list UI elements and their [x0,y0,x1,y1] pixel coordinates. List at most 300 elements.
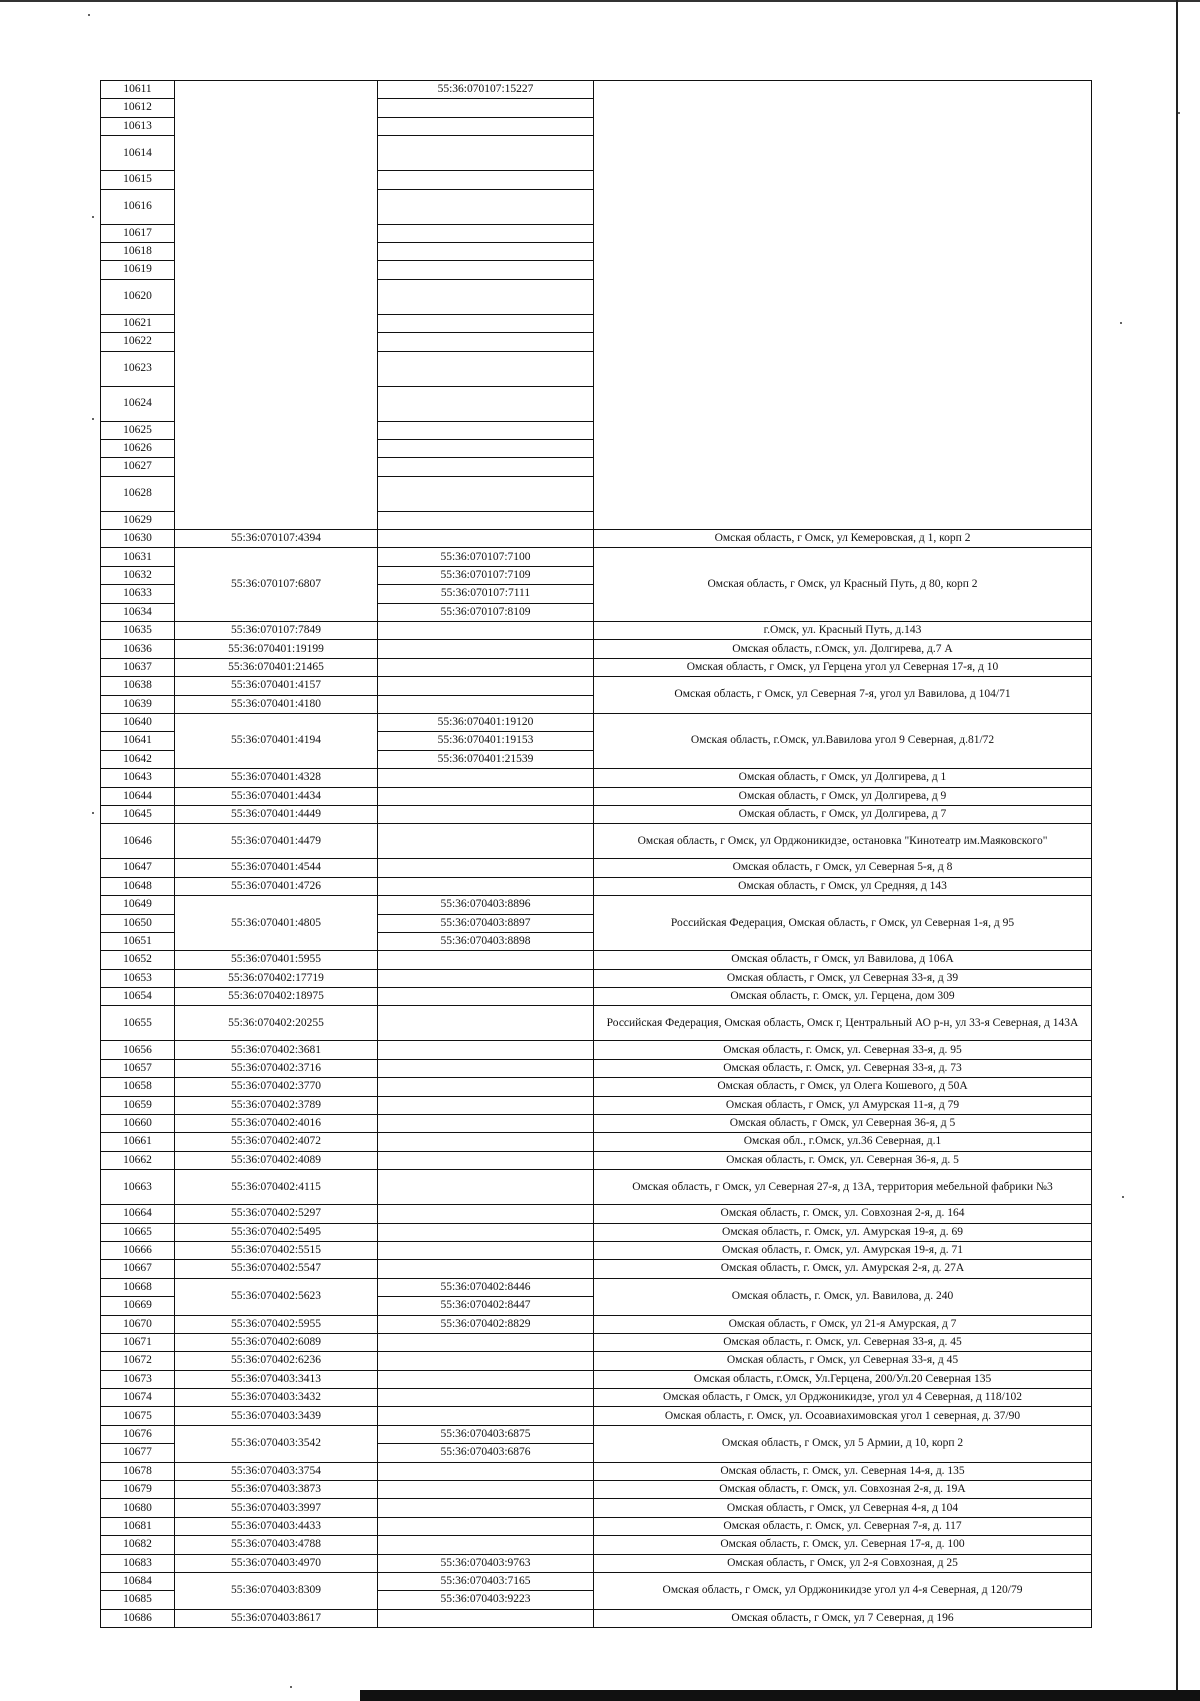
main-cadastral-cell: 55:36:070403:4788 [175,1536,378,1554]
row-number-cell: 10661 [101,1133,175,1151]
table-row [101,1006,1092,1041]
sub-cadastral-cell [378,1389,594,1407]
address-cell: Омская область, г. Омск, ул. Вавилова, д. 240 [594,1278,1092,1315]
address-cell: Омская область, г. Омск, ул. Северная 14-я, д. 135 [594,1462,1092,1480]
main-cadastral-cell: 55:36:070401:4328 [175,769,378,787]
address-cell: Омская область, г Омск, ул Герцена угол ул Северная 17-я, д 10 [594,658,1092,676]
row-number-cell: 10615 [101,171,175,189]
sub-cadastral-cell: 55:36:070401:21539 [378,750,594,768]
table-row [101,1115,1092,1133]
scan-speck [92,418,94,420]
address-cell: Омская область, г Омск, ул Орджоникидзе угол ул 4-я Северная, д 120/79 [594,1573,1092,1610]
main-cadastral-cell: 55:36:070402:18975 [175,988,378,1006]
main-cadastral-cell [378,386,594,421]
address-cell: Омская область, г Омск, ул Северная 5-я, д 8 [594,859,1092,877]
table-row [101,1517,1092,1535]
main-cadastral-cell: 55:36:070107:4394 [175,530,378,548]
sub-cadastral-cell [378,1352,594,1370]
address-cell: Омская область, г Омск, ул Северная 33-я, д 39 [594,969,1092,987]
row-number-cell: 10677 [101,1444,175,1462]
main-cadastral-cell: 55:36:070402:5955 [175,1315,378,1333]
sub-cadastral-cell [378,824,594,859]
sub-cadastral-cell: 55:36:070402:8447 [378,1297,594,1315]
row-number-cell: 10675 [101,1407,175,1425]
main-cadastral-cell: 55:36:070402:3681 [175,1041,378,1059]
row-number-cell: 10649 [101,896,175,914]
sub-cadastral-cell [378,1333,594,1351]
row-number-cell: 10636 [101,640,175,658]
row-number-cell: 10625 [101,421,175,439]
address-cell: Омская область, г Омск, ул Средняя, д 143 [594,877,1092,895]
sub-cadastral-cell [378,805,594,823]
table-row [101,1205,1092,1223]
address-cell: Омская область, г. Омск, ул. Амурская 2-я, д. 27А [594,1260,1092,1278]
row-number-cell: 10667 [101,1260,175,1278]
row-number-cell: 10654 [101,988,175,1006]
row-number-cell: 10680 [101,1499,175,1517]
row-number-cell: 10613 [101,117,175,135]
row-number-cell: 10665 [101,1223,175,1241]
row-number-cell: 10627 [101,458,175,476]
table-row [101,896,1092,914]
row-number-cell: 10681 [101,1517,175,1535]
sub-cadastral-cell: 55:36:070403:6875 [378,1425,594,1443]
main-cadastral-cell [378,421,594,439]
main-cadastral-cell [378,511,594,529]
address-cell: Омская область, г Омск, ул Долгирева, д 9 [594,787,1092,805]
sub-cadastral-cell: 55:36:070402:8829 [378,1315,594,1333]
row-number-cell: 10612 [101,99,175,117]
row-number-cell: 10619 [101,261,175,279]
table-row [101,877,1092,895]
address-cell: Омская область, г Омск, ул Олега Кошевого, д 50А [594,1078,1092,1096]
sub-cadastral-cell [378,1078,594,1096]
sub-cadastral-cell: 55:36:070403:8898 [378,932,594,950]
main-cadastral-cell [378,242,594,260]
row-number-cell: 10640 [101,713,175,731]
row-number-cell: 10626 [101,439,175,457]
main-cadastral-cell [378,351,594,386]
scan-speck [92,216,94,218]
row-number-cell: 10630 [101,530,175,548]
row-number-cell: 10686 [101,1609,175,1627]
address-cell: Омская область, г Омск, ул 21-я Амурская, д 7 [594,1315,1092,1333]
address-cell: Омская область, г Омск, ул Орджоникидзе, угол ул 4 Северная, д 118/102 [594,1389,1092,1407]
table-row [101,1370,1092,1388]
table-row [101,1278,1092,1296]
sub-cadastral-cell [378,1481,594,1499]
table-row [101,677,1092,695]
row-number-cell: 10651 [101,932,175,950]
main-cadastral-cell [378,189,594,224]
address-cell: г.Омск, ул. Красный Путь, д.143 [594,622,1092,640]
row-number-cell: 10624 [101,386,175,421]
sub-cadastral-cell: 55:36:070403:7165 [378,1573,594,1591]
address-cell: Омская область, г Омск, ул Кемеровская, д 1, корп 2 [594,530,1092,548]
table-row [101,1389,1092,1407]
address-cell: Омская область, г. Омск, ул. Осоавиахимовская угол 1 северная, д. 37/90 [594,1407,1092,1425]
table-row [101,951,1092,969]
row-number-cell: 10672 [101,1352,175,1370]
address-cell: Омская область, г Омск, ул Красный Путь, д 80, корп 2 [594,548,1092,622]
row-number-cell: 10647 [101,859,175,877]
main-cadastral-cell: 55:36:070403:4433 [175,1517,378,1535]
main-cadastral-cell: 55:36:070401:21465 [175,658,378,676]
row-number-cell: 10662 [101,1151,175,1169]
table-body [101,81,1092,1628]
row-number-cell: 10617 [101,224,175,242]
row-number-cell: 10629 [101,511,175,529]
main-cadastral-cell: 55:36:070401:19199 [175,640,378,658]
sub-cadastral-cell [378,530,594,548]
main-cadastral-cell: 55:36:070401:4449 [175,805,378,823]
main-cadastral-cell: 55:36:070403:3542 [175,1425,378,1462]
main-cadastral-cell [378,333,594,351]
main-cadastral-cell [378,261,594,279]
table-row [101,1170,1092,1205]
row-number-cell: 10668 [101,1278,175,1296]
address-cell: Омская область, г Омск, ул Амурская 11-я, д 79 [594,1096,1092,1114]
row-number-cell: 10638 [101,677,175,695]
address-cell: Омская область, г Омск, ул 7 Северная, д 196 [594,1609,1092,1627]
main-cadastral-cell: 55:36:070401:5955 [175,951,378,969]
row-number-cell: 10684 [101,1573,175,1591]
table-row [101,859,1092,877]
address-cell: Омская область, г.Омск, Ул.Герцена, 200/Ул.20 Северная 135 [594,1370,1092,1388]
row-number-cell: 10666 [101,1241,175,1259]
main-cadastral-cell: 55:36:070401:4544 [175,859,378,877]
address-cell: Омская область, г.Омск, ул. Долгирева, д.7 А [594,640,1092,658]
table-row [101,1352,1092,1370]
address-cell: Омская область, г. Омск, ул. Совхозная 2-я, д. 19А [594,1481,1092,1499]
table-row [101,1041,1092,1059]
sub-cadastral-cell [378,1170,594,1205]
table-row [101,824,1092,859]
row-number-cell: 10633 [101,585,175,603]
sub-cadastral-cell [378,769,594,787]
main-cadastral-cell: 55:36:070403:3432 [175,1389,378,1407]
sub-cadastral-cell [378,1006,594,1041]
table-row [101,1223,1092,1241]
scan-edge-top [0,0,1200,2]
sub-cadastral-cell [378,677,594,695]
row-number-cell: 10676 [101,1425,175,1443]
table-row [101,1462,1092,1480]
sub-cadastral-cell [378,988,594,1006]
main-cadastral-cell [378,314,594,332]
main-cadastral-cell [378,439,594,457]
sub-cadastral-cell [378,640,594,658]
address-cell: Омская область, г Омск, ул Северная 27-я, д 13А, территория мебельной фабрики №3 [594,1170,1092,1205]
sub-cadastral-cell: 55:36:070403:9223 [378,1591,594,1609]
sub-cadastral-cell: 55:36:070403:6876 [378,1444,594,1462]
table-row [101,1315,1092,1333]
main-cadastral-cell: 55:36:070402:4089 [175,1151,378,1169]
table-row [101,1151,1092,1169]
table-row [101,81,1092,99]
main-cadastral-cell [378,136,594,171]
row-number-cell: 10655 [101,1006,175,1041]
row-number-cell: 10669 [101,1297,175,1315]
table-row [101,1059,1092,1077]
address-cell: Омская область, г. Омск, ул. Амурская 19-я, д. 69 [594,1223,1092,1241]
main-cadastral-cell: 55:36:070403:3754 [175,1462,378,1480]
address-cell: Омская область, г Омск, ул Северная 4-я, д 104 [594,1499,1092,1517]
sub-cadastral-cell [378,1609,594,1627]
table-row [101,969,1092,987]
row-number-cell: 10621 [101,314,175,332]
scan-speck [88,14,90,16]
address-cell: Омская область, г. Омск, ул. Северная 33-я, д. 73 [594,1059,1092,1077]
main-cadastral-cell: 55:36:070402:4115 [175,1170,378,1205]
address-cell: Российская Федерация, Омская область, г Омск, ул Северная 1-я, д 95 [594,896,1092,951]
main-cadastral-cell [378,99,594,117]
sub-cadastral-cell [378,1260,594,1278]
main-cadastral-cell: 55:36:070402:5297 [175,1205,378,1223]
row-number-cell: 10618 [101,242,175,260]
main-cadastral-cell: 55:36:070401:4157 [175,677,378,695]
table-row [101,1241,1092,1259]
address-cell: Омская область, г. Омск, ул. Амурская 19-я, д. 71 [594,1241,1092,1259]
main-cadastral-cell [378,224,594,242]
scan-edge-bottom [360,1690,1200,1701]
address-cell: Омская область, г Омск, ул Северная 36-я, д 5 [594,1115,1092,1133]
table-row [101,1481,1092,1499]
table-row [101,1078,1092,1096]
main-cadastral-cell: 55:36:070402:6236 [175,1352,378,1370]
table-row [101,769,1092,787]
row-number-cell: 10656 [101,1041,175,1059]
table-row [101,805,1092,823]
table-row [101,1260,1092,1278]
table-row [101,713,1092,731]
main-cadastral-cell: 55:36:070401:4180 [175,695,378,713]
main-cadastral-cell: 55:36:070401:4805 [175,896,378,951]
row-number-cell: 10622 [101,333,175,351]
address-cell: Омская область, г.Омск, ул.Вавилова угол 9 Северная, д.81/72 [594,713,1092,768]
main-cadastral-cell: 55:36:070402:20255 [175,1006,378,1041]
row-number-cell: 10664 [101,1205,175,1223]
row-number-cell: 10648 [101,877,175,895]
sub-cadastral-cell [378,1241,594,1259]
sub-cadastral-cell [378,859,594,877]
address-cell: Омская область, г Омск, ул Долгирева, д 7 [594,805,1092,823]
sub-cadastral-cell [378,1041,594,1059]
row-number-cell: 10616 [101,189,175,224]
main-cadastral-cell: 55:36:070402:6089 [175,1333,378,1351]
table-row [101,1096,1092,1114]
cadastral-registry-table [100,80,1092,1628]
main-cadastral-cell: 55:36:070107:7849 [175,622,378,640]
main-cadastral-cell: 55:36:070402:4072 [175,1133,378,1151]
main-cadastral-cell [175,81,378,530]
table-row [101,1425,1092,1443]
table-row [101,1133,1092,1151]
sub-cadastral-cell [378,1151,594,1169]
main-cadastral-cell: 55:36:070402:4016 [175,1115,378,1133]
address-cell: Омская область, г. Омск, ул. Совхозная 2-я, д. 164 [594,1205,1092,1223]
sub-cadastral-cell [378,951,594,969]
sub-cadastral-cell: 55:36:070107:7109 [378,566,594,584]
row-number-cell: 10628 [101,476,175,511]
main-cadastral-cell: 55:36:070402:3770 [175,1078,378,1096]
sub-cadastral-cell: 55:36:070401:19153 [378,732,594,750]
sub-cadastral-cell: 55:36:070107:7111 [378,585,594,603]
table-row [101,1573,1092,1591]
main-cadastral-cell: 55:36:070402:5547 [175,1260,378,1278]
main-cadastral-cell [378,117,594,135]
table-row [101,622,1092,640]
row-number-cell: 10620 [101,279,175,314]
sub-cadastral-cell [378,1517,594,1535]
row-number-cell: 10673 [101,1370,175,1388]
sub-cadastral-cell [378,877,594,895]
row-number-cell: 10632 [101,566,175,584]
main-cadastral-cell: 55:36:070401:4726 [175,877,378,895]
sub-cadastral-cell [378,1462,594,1480]
row-number-cell: 10611 [101,81,175,99]
main-cadastral-cell: 55:36:070401:4479 [175,824,378,859]
main-cadastral-cell: 55:36:070403:3873 [175,1481,378,1499]
address-cell: Омская область, г. Омск, ул. Северная 33-я, д. 45 [594,1333,1092,1351]
address-cell: Омская область, г Омск, ул Долгирева, д 1 [594,769,1092,787]
sub-cadastral-cell: 55:36:070402:8446 [378,1278,594,1296]
row-number-cell: 10623 [101,351,175,386]
main-cadastral-cell: 55:36:070402:3716 [175,1059,378,1077]
row-number-cell: 10634 [101,603,175,621]
address-cell: Российская Федерация, Омская область, Омск г, Центральный АО р-н, ул 33-я Северная, д 143А [594,1006,1092,1041]
main-cadastral-cell [378,171,594,189]
row-number-cell: 10650 [101,914,175,932]
row-number-cell: 10659 [101,1096,175,1114]
table-row [101,1407,1092,1425]
main-cadastral-cell: 55:36:070403:3997 [175,1499,378,1517]
sub-cadastral-cell [378,622,594,640]
main-cadastral-cell: 55:36:070402:3789 [175,1096,378,1114]
table-row [101,548,1092,566]
main-cadastral-cell [378,458,594,476]
scan-speck [1178,112,1180,114]
row-number-cell: 10657 [101,1059,175,1077]
address-cell: Омская область, г Омск, ул Вавилова, д 106А [594,951,1092,969]
main-cadastral-cell: 55:36:070402:5495 [175,1223,378,1241]
address-cell: Омская область, г. Омск, ул. Северная 36-я, д. 5 [594,1151,1092,1169]
row-number-cell: 10652 [101,951,175,969]
sub-cadastral-cell: 55:36:070107:8109 [378,603,594,621]
row-number-cell: 10670 [101,1315,175,1333]
sub-cadastral-cell [378,969,594,987]
row-number-cell: 10643 [101,769,175,787]
sub-cadastral-cell [378,658,594,676]
row-number-cell: 10663 [101,1170,175,1205]
table-row [101,1536,1092,1554]
row-number-cell: 10658 [101,1078,175,1096]
row-number-cell: 10683 [101,1554,175,1572]
sub-cadastral-cell: 55:36:070401:19120 [378,713,594,731]
table-row [101,1333,1092,1351]
main-cadastral-cell [378,279,594,314]
main-cadastral-cell: 55:36:070401:4434 [175,787,378,805]
sub-cadastral-cell [378,1096,594,1114]
main-cadastral-cell: 55:36:070403:3439 [175,1407,378,1425]
scan-speck [1120,322,1122,324]
main-cadastral-cell: 55:36:070401:4194 [175,713,378,768]
table-row [101,1499,1092,1517]
main-cadastral-cell: 55:36:070403:3413 [175,1370,378,1388]
row-number-cell: 10685 [101,1591,175,1609]
scan-speck [290,1686,292,1688]
table-row [101,1554,1092,1572]
row-number-cell: 10641 [101,732,175,750]
sub-cadastral-cell [378,1407,594,1425]
row-number-cell: 10614 [101,136,175,171]
main-cadastral-cell [378,476,594,511]
sub-cadastral-cell [378,1223,594,1241]
row-number-cell: 10660 [101,1115,175,1133]
row-number-cell: 10671 [101,1333,175,1351]
row-number-cell: 10635 [101,622,175,640]
scan-edge-right [1176,0,1178,1701]
row-number-cell: 10653 [101,969,175,987]
row-number-cell: 10637 [101,658,175,676]
main-cadastral-cell: 55:36:070403:4970 [175,1554,378,1572]
main-cadastral-cell: 55:36:070402:17719 [175,969,378,987]
sub-cadastral-cell [378,1115,594,1133]
sub-cadastral-cell [378,695,594,713]
address-cell: Омская область, г Омск, ул 2-я Совхозная, д 25 [594,1554,1092,1572]
table-row [101,658,1092,676]
row-number-cell: 10645 [101,805,175,823]
sub-cadastral-cell [378,1059,594,1077]
row-number-cell: 10631 [101,548,175,566]
address-cell: Омская область, г. Омск, ул. Северная 33-я, д. 95 [594,1041,1092,1059]
sub-cadastral-cell: 55:36:070403:9763 [378,1554,594,1572]
row-number-cell: 10639 [101,695,175,713]
table-row [101,530,1092,548]
scan-speck [1122,1196,1124,1198]
address-cell: Омская область, г Омск, ул 5 Армии, д 10, корп 2 [594,1425,1092,1462]
scan-speck [92,812,94,814]
address-cell: Омская область, г. Омск, ул. Северная 17-я, д. 100 [594,1536,1092,1554]
row-number-cell: 10646 [101,824,175,859]
address-cell: Омская область, г Омск, ул Северная 7-я, угол ул Вавилова, д 104/71 [594,677,1092,714]
table-row [101,988,1092,1006]
sub-cadastral-cell [378,1536,594,1554]
table-row [101,640,1092,658]
row-number-cell: 10642 [101,750,175,768]
address-cell: Омская область, г. Омск, ул. Герцена, дом 309 [594,988,1092,1006]
table-row [101,1609,1092,1627]
row-number-cell: 10682 [101,1536,175,1554]
sub-cadastral-cell [378,1133,594,1151]
sub-cadastral-cell [378,1499,594,1517]
main-cadastral-cell: 55:36:070107:6807 [175,548,378,622]
row-number-cell: 10679 [101,1481,175,1499]
sub-cadastral-cell: 55:36:070403:8896 [378,896,594,914]
row-number-cell: 10678 [101,1462,175,1480]
sub-cadastral-cell: 55:36:070403:8897 [378,914,594,932]
sub-cadastral-cell: 55:36:070107:7100 [378,548,594,566]
row-number-cell: 10644 [101,787,175,805]
address-cell: Омская область, г Омск, ул Орджоникидзе, остановка "Кинотеатр им.Маяковского" [594,824,1092,859]
address-cell: Омская область, г. Омск, ул. Северная 7-я, д. 117 [594,1517,1092,1535]
main-cadastral-cell: 55:36:070403:8309 [175,1573,378,1610]
row-number-cell: 10674 [101,1389,175,1407]
sub-cadastral-cell [378,1205,594,1223]
sub-cadastral-cell [378,1370,594,1388]
main-cadastral-cell: 55:36:070403:8617 [175,1609,378,1627]
address-cell [594,81,1092,530]
